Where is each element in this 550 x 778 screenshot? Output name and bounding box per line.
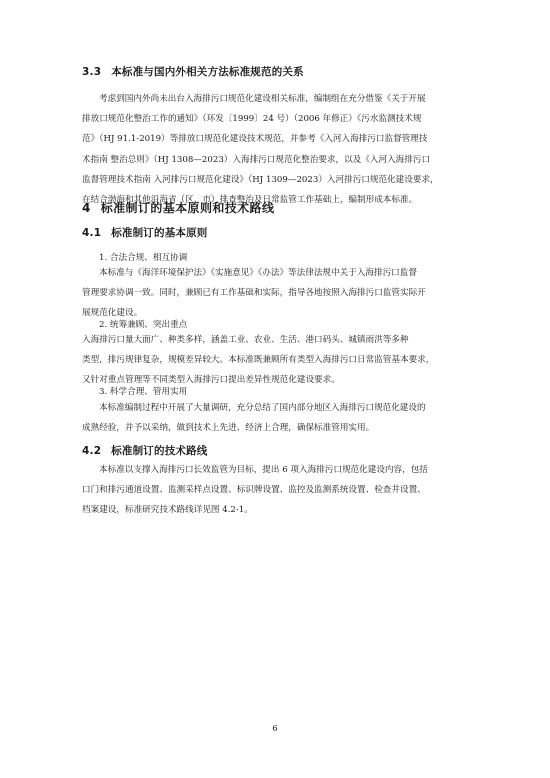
chapter-4-heading	[82, 199, 274, 216]
paragraph-line: 考虑到国内外尚未出台入海排污口规范化建设相关标准，编制组在充分借鉴《关于开展	[99, 94, 426, 104]
paragraph-line: 范》（HJ 91.1-2019）等排放口规范化建设技术规范，并参考《入河入海排污口监督管理技	[82, 134, 428, 145]
section-number: 4.2	[82, 445, 102, 457]
paragraph-line: 本标准以支撑入海排污口长效监管为目标，提出 6 项入海排污口规范化建设内容，包括	[99, 465, 428, 475]
principle-3-paragraph	[82, 398, 470, 438]
paragraph-line: 在结合渤海和其他沿海省（区、市）排查整治及日常监管工作基础上，编制形成本标准。	[82, 195, 418, 206]
paragraph-line: 成熟经验，并予以采纳，做到技术上先进、经济上合理，确保标准管用实用。	[82, 423, 375, 434]
principle-1-heading: 1. 合法合规、相互协调	[99, 253, 188, 263]
paragraph-line: 展规范化建设。	[82, 308, 143, 319]
section-3-3-paragraph	[82, 89, 470, 210]
paragraph-line: 监督管理技术指南 入河排污口规范化建设》（HJ 1309—2023）入河排污口规范化建设要求，	[82, 174, 439, 185]
paragraph-line: 本标准编制过程中开展了大量调研，充分总结了国内部分地区入海排污口规范化建设的	[99, 403, 426, 413]
chapter-number: 4	[82, 201, 91, 215]
chapter-title: 标准制订的基本原则和技术路线	[100, 201, 275, 215]
principle-2-paragraph	[82, 330, 470, 391]
section-number: 4.1	[82, 227, 102, 239]
paragraph-line: 管理要求协调一致。同时，兼顾已有工作基础和实际，指导各地按照入海排污口监管实际开	[82, 288, 426, 299]
section-4-2-heading	[82, 443, 208, 458]
paragraph-line: 口门和排污通道设置、监测采样点设置、标识牌设置、监控及监测系统设置、检查井设置、	[82, 485, 426, 496]
section-4-2-paragraph	[82, 460, 470, 521]
paragraph-line: 类型，排污规律复杂，规模差异较大。本标准既兼顾所有类型入海排污口日常监管基本要求，	[82, 355, 435, 366]
section-title: 标准制订的基本原则	[111, 227, 208, 239]
paragraph-line: 排放口规范化整治工作的通知》（环发〔1999〕24 号）（2006 年修正）《污水监测技术规	[82, 114, 422, 125]
section-3-3-heading	[82, 64, 304, 79]
paragraph-line: 入海排污口量大面广、种类多样，涵盖工业、农业、生活、港口码头、城镇雨洪等多种	[82, 335, 409, 345]
paragraph-line: 档案建设，标准研究技术路线详见图 4.2-1。	[82, 505, 253, 516]
section-title: 本标准与国内外相关方法标准规范的关系	[111, 66, 304, 78]
paragraph-line: 本标准与《海洋环境保护法》《实施意见》《办法》等法律法规中关于入海排污口监督	[99, 268, 417, 278]
principle-1-paragraph	[82, 263, 470, 324]
page-number: 6	[272, 724, 278, 734]
section-title: 标准制订的技术路线	[111, 445, 208, 457]
paragraph-line: 又针对重点管理等不同类型入海排污口提出差异性规范化建设要求。	[82, 375, 340, 386]
principle-3-heading: 3. 科学合理、管用实用	[99, 387, 188, 397]
section-4-1-heading	[82, 225, 208, 240]
principle-2-heading: 2. 统筹兼顾、突出重点	[99, 320, 188, 330]
section-number: 3.3	[82, 66, 102, 78]
paragraph-line: 术指南 整治总则》（HJ 1308—2023）入海排污口规范化整治要求，以及《入河入海排污口	[82, 154, 431, 165]
